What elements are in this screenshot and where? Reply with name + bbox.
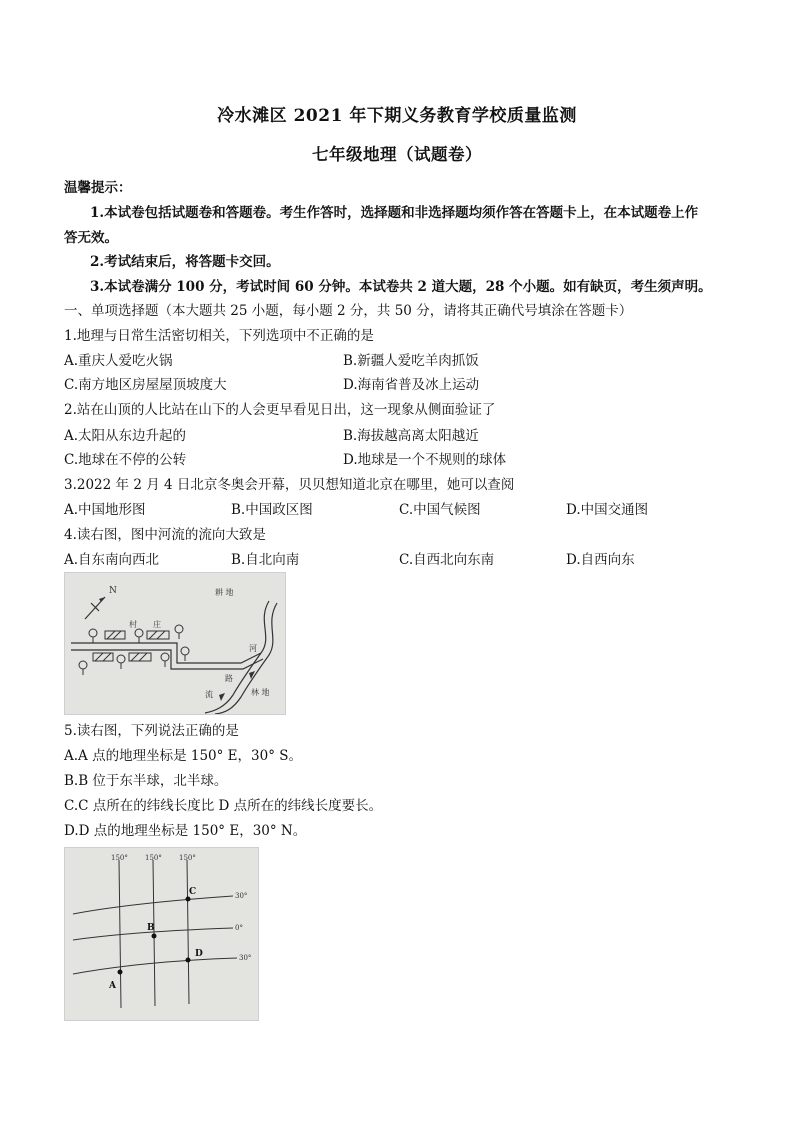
- option-b: B.自北向南: [231, 552, 300, 568]
- lat-long-grid-figure: [64, 847, 259, 1021]
- option-d: D.自西向东: [566, 552, 635, 568]
- option-a: A.A 点的地理坐标是 150° E，30° S。: [64, 748, 303, 764]
- map-label: 流: [205, 690, 213, 699]
- meridian-label: 150°: [145, 854, 162, 862]
- option-c: C.C 点所在的纬线长度比 D 点所在的纬线长度要长。: [64, 798, 383, 814]
- map-label: 耕 地: [215, 588, 234, 597]
- river-map-figure: [64, 572, 286, 715]
- map-label: 村: [129, 620, 137, 629]
- point-a-marker: [118, 970, 123, 975]
- notice-item-3: 3.本试卷满分 100 分，考试时间 60 分钟。本试卷共 2 道大题，28 个小题。如有缺页，考生须声明。: [90, 279, 712, 295]
- option-c: C.中国气候图: [399, 502, 481, 518]
- option-c: C.自西北向东南: [399, 552, 495, 568]
- option-c: C.地球在不停的公转: [64, 452, 187, 468]
- map-label: 庄: [153, 620, 161, 629]
- question-stem: 4.读右图，图中河流的流向大致是: [64, 527, 266, 543]
- option-d: D.地球是一个不规则的球体: [343, 452, 507, 468]
- meridian-label: 150°: [111, 854, 128, 862]
- notice-item-1b: 答无效。: [64, 230, 118, 246]
- point-c-marker: [186, 897, 191, 902]
- parallel-label: 30°: [239, 954, 252, 962]
- parallel-label: 0°: [235, 924, 243, 932]
- point-b-marker: [152, 934, 157, 939]
- map-label: 路: [225, 674, 233, 683]
- exam-subtitle: 七年级地理（试题卷）: [312, 145, 482, 164]
- option-a: A.中国地形图: [64, 502, 146, 518]
- meridian-label: 150°: [179, 854, 196, 862]
- option-d: D.D 点的地理坐标是 150° E，30° N。: [64, 823, 307, 839]
- river-map-svg: [65, 573, 285, 714]
- question-stem: 5.读右图，下列说法正确的是: [64, 723, 239, 739]
- option-b: B.新疆人爱吃羊肉抓饭: [343, 353, 479, 369]
- option-d: D.中国交通图: [566, 502, 649, 518]
- option-a: A.太阳从东边升起的: [64, 428, 187, 444]
- option-d: D.海南省普及冰上运动: [343, 377, 480, 393]
- option-a: A.自东南向西北: [64, 552, 160, 568]
- map-label: 林 地: [251, 688, 270, 697]
- option-a: A.重庆人爱吃火锅: [64, 353, 173, 369]
- point-label: B: [147, 923, 155, 933]
- exam-title: 冷水滩区 2021 年下期义务教育学校质量监测: [217, 106, 577, 126]
- option-b: B.中国政区图: [231, 502, 313, 518]
- option-b: B.海拔越高离太阳越近: [343, 428, 479, 444]
- option-c: C.南方地区房屋屋顶坡度大: [64, 377, 227, 393]
- point-label: D: [195, 949, 203, 959]
- option-b: B.B 位于东半球，北半球。: [64, 773, 228, 789]
- north-label: N: [109, 586, 117, 596]
- notice-item-1a: 1.本试卷包括试题卷和答题卷。考生作答时，选择题和非选择题均须作答在答题卡上，在本试题卷上作: [90, 205, 699, 221]
- parallel-label: 30°: [235, 892, 248, 900]
- question-stem: 1.地理与日常生活密切相关，下列选项中不正确的是: [64, 328, 374, 344]
- question-stem: 3.2022 年 2 月 4 日北京冬奥会开幕，贝贝想知道北京在哪里，她可以查阅: [64, 477, 515, 493]
- question-stem: 2.站在山顶的人比站在山下的人会更早看见日出，这一现象从侧面验证了: [64, 402, 496, 418]
- notice-item-2: 2.考试结束后，将答题卡交回。: [90, 254, 280, 270]
- point-label: A: [109, 981, 116, 991]
- point-label: C: [189, 887, 197, 897]
- map-label: 河: [249, 644, 257, 653]
- lat-long-grid-svg: [65, 848, 258, 1020]
- north-arrow-icon: [85, 597, 105, 619]
- notice-heading: 温馨提示：: [64, 180, 132, 196]
- section-heading: 一、单项选择题（本大题共 25 小题，每小题 2 分，共 50 分，请将其正确代号填涂在答题卡）: [64, 303, 633, 319]
- point-d-marker: [186, 958, 191, 963]
